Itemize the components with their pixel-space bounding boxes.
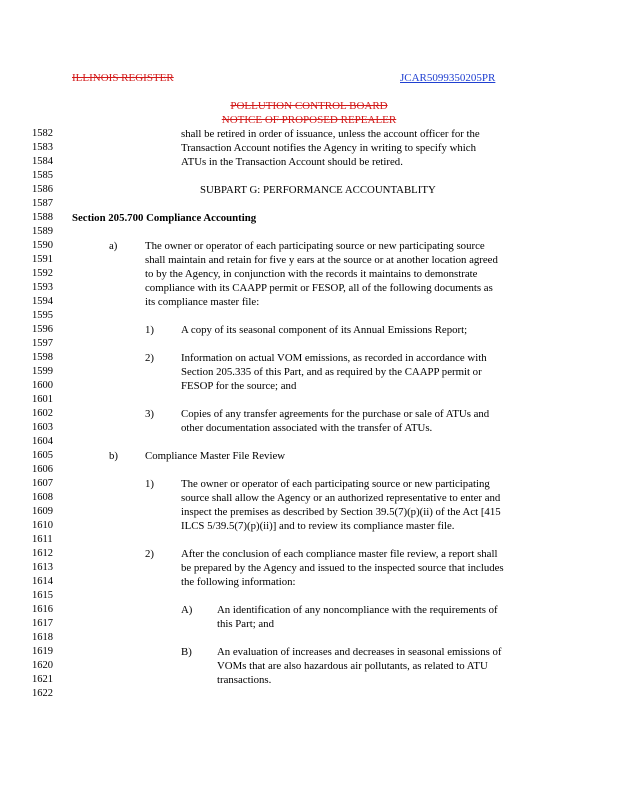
item-label-bB: B)	[181, 646, 192, 658]
item-label-b1: 1)	[145, 478, 154, 490]
item-label-bA: A)	[181, 604, 193, 616]
line-number: 1617	[32, 618, 53, 629]
line-number: 1599	[32, 366, 53, 377]
text-line: its compliance master file:	[145, 296, 260, 308]
text-line: Transaction Account notifies the Agency in writing to specify which	[181, 142, 476, 154]
text-line: A copy of its seasonal component of its Annual Emissions Report;	[181, 324, 468, 336]
line-number: 1606	[32, 464, 53, 475]
line-number: 1605	[32, 450, 53, 461]
item-label-a2: 2)	[145, 352, 154, 364]
line-number: 1611	[32, 534, 53, 545]
line-number: 1583	[32, 142, 53, 153]
text-line: An identification of any noncompliance with the requirements of	[217, 604, 498, 616]
line-number: 1614	[32, 576, 53, 587]
item-label-b: b)	[109, 450, 118, 462]
line-number: 1613	[32, 562, 53, 573]
line-number: 1610	[32, 520, 53, 531]
jcar-code-link[interactable]: JCAR5099350205PR	[400, 72, 496, 84]
line-number: 1600	[32, 380, 53, 391]
text-line: After the conclusion of each compliance master file review, a report shall	[181, 548, 498, 560]
section-heading: Section 205.700 Compliance Accounting	[72, 212, 257, 224]
line-number: 1585	[32, 170, 53, 181]
line-number: 1620	[32, 660, 53, 671]
text-line: other documentation associated with the transfer of ATUs.	[181, 422, 433, 434]
line-number: 1602	[32, 408, 53, 419]
text-line: ILCS 5/39.5(7)(p)(ii)] and to review its compliance master file.	[181, 520, 455, 532]
line-number: 1603	[32, 422, 53, 433]
line-number: 1604	[32, 436, 53, 447]
text-line: the following information:	[181, 576, 296, 588]
text-line: source shall allow the Agency or an authorized representative to enter and	[181, 492, 501, 504]
text-line: to by the Agency, in conjunction with the records it maintains to demonstrate	[145, 268, 478, 280]
line-number: 1608	[32, 492, 53, 503]
line-number: 1607	[32, 478, 53, 489]
text-line: ATUs in the Transaction Account should be retired.	[181, 156, 403, 168]
register-title: ILLINOIS REGISTER	[72, 72, 174, 84]
line-number: 1601	[32, 394, 53, 405]
line-number: 1621	[32, 674, 53, 685]
line-number: 1588	[32, 212, 53, 223]
text-line: Copies of any transfer agreements for the purchase or sale of ATUs and	[181, 408, 490, 420]
subpart-heading: SUBPART G: PERFORMANCE ACCOUNTABLITY	[200, 184, 436, 196]
line-number: 1584	[32, 156, 53, 167]
line-number: 1618	[32, 632, 53, 643]
item-label-a3: 3)	[145, 408, 154, 420]
text-line: An evaluation of increases and decreases in seasonal emissions of	[217, 646, 502, 658]
line-number: 1622	[32, 688, 53, 699]
text-line: FESOP for the source; and	[181, 380, 297, 392]
line-number: 1616	[32, 604, 53, 615]
text-line: this Part; and	[217, 618, 274, 630]
item-label-b2: 2)	[145, 548, 154, 560]
item-label-a1: 1)	[145, 324, 154, 336]
text-line: VOMs that are also hazardous air pollutants, as related to ATU	[217, 660, 488, 672]
line-number: 1590	[32, 240, 53, 251]
text-line: The owner or operator of each participating source or new participating	[181, 478, 490, 490]
line-number: 1609	[32, 506, 53, 517]
line-number: 1587	[32, 198, 53, 209]
text-line: inspect the premises as described by Section 39.5(7)(p)(ii) of the Act [415	[181, 506, 501, 518]
board-name: POLLUTION CONTROL BOARD	[230, 100, 388, 112]
line-number: 1619	[32, 646, 53, 657]
text-line: shall maintain and retain for five y ears at the source or at another location agreed	[145, 254, 498, 266]
text-line: Information on actual VOM emissions, as recorded in accordance with	[181, 352, 487, 364]
line-number: 1592	[32, 268, 53, 279]
line-number: 1598	[32, 352, 53, 363]
line-number: 1594	[32, 296, 53, 307]
text-line: be prepared by the Agency and issued to the inspected source that includes	[181, 562, 504, 574]
line-number: 1589	[32, 226, 53, 237]
line-number: 1595	[32, 310, 53, 321]
notice-title: NOTICE OF PROPOSED REPEALER	[221, 114, 397, 126]
line-number: 1582	[32, 128, 53, 139]
line-number: 1593	[32, 282, 53, 293]
line-number: 1596	[32, 324, 53, 335]
text-line: transactions.	[217, 674, 272, 686]
line-number: 1615	[32, 590, 53, 601]
text-line: shall be retired in order of issuance, unless the account officer for the	[181, 128, 480, 140]
text-line: Compliance Master File Review	[145, 450, 286, 462]
line-number: 1586	[32, 184, 53, 195]
line-number: 1597	[32, 338, 53, 349]
item-label-a: a)	[109, 240, 118, 252]
line-number: 1612	[32, 548, 53, 559]
text-line: Section 205.335 of this Part, and as required by the CAAPP permit or	[181, 366, 482, 378]
text-line: The owner or operator of each participating source or new participating source	[145, 240, 485, 252]
line-number: 1591	[32, 254, 53, 265]
text-line: compliance with its CAAPP permit or FESOP, all of the following documents as	[145, 282, 493, 294]
